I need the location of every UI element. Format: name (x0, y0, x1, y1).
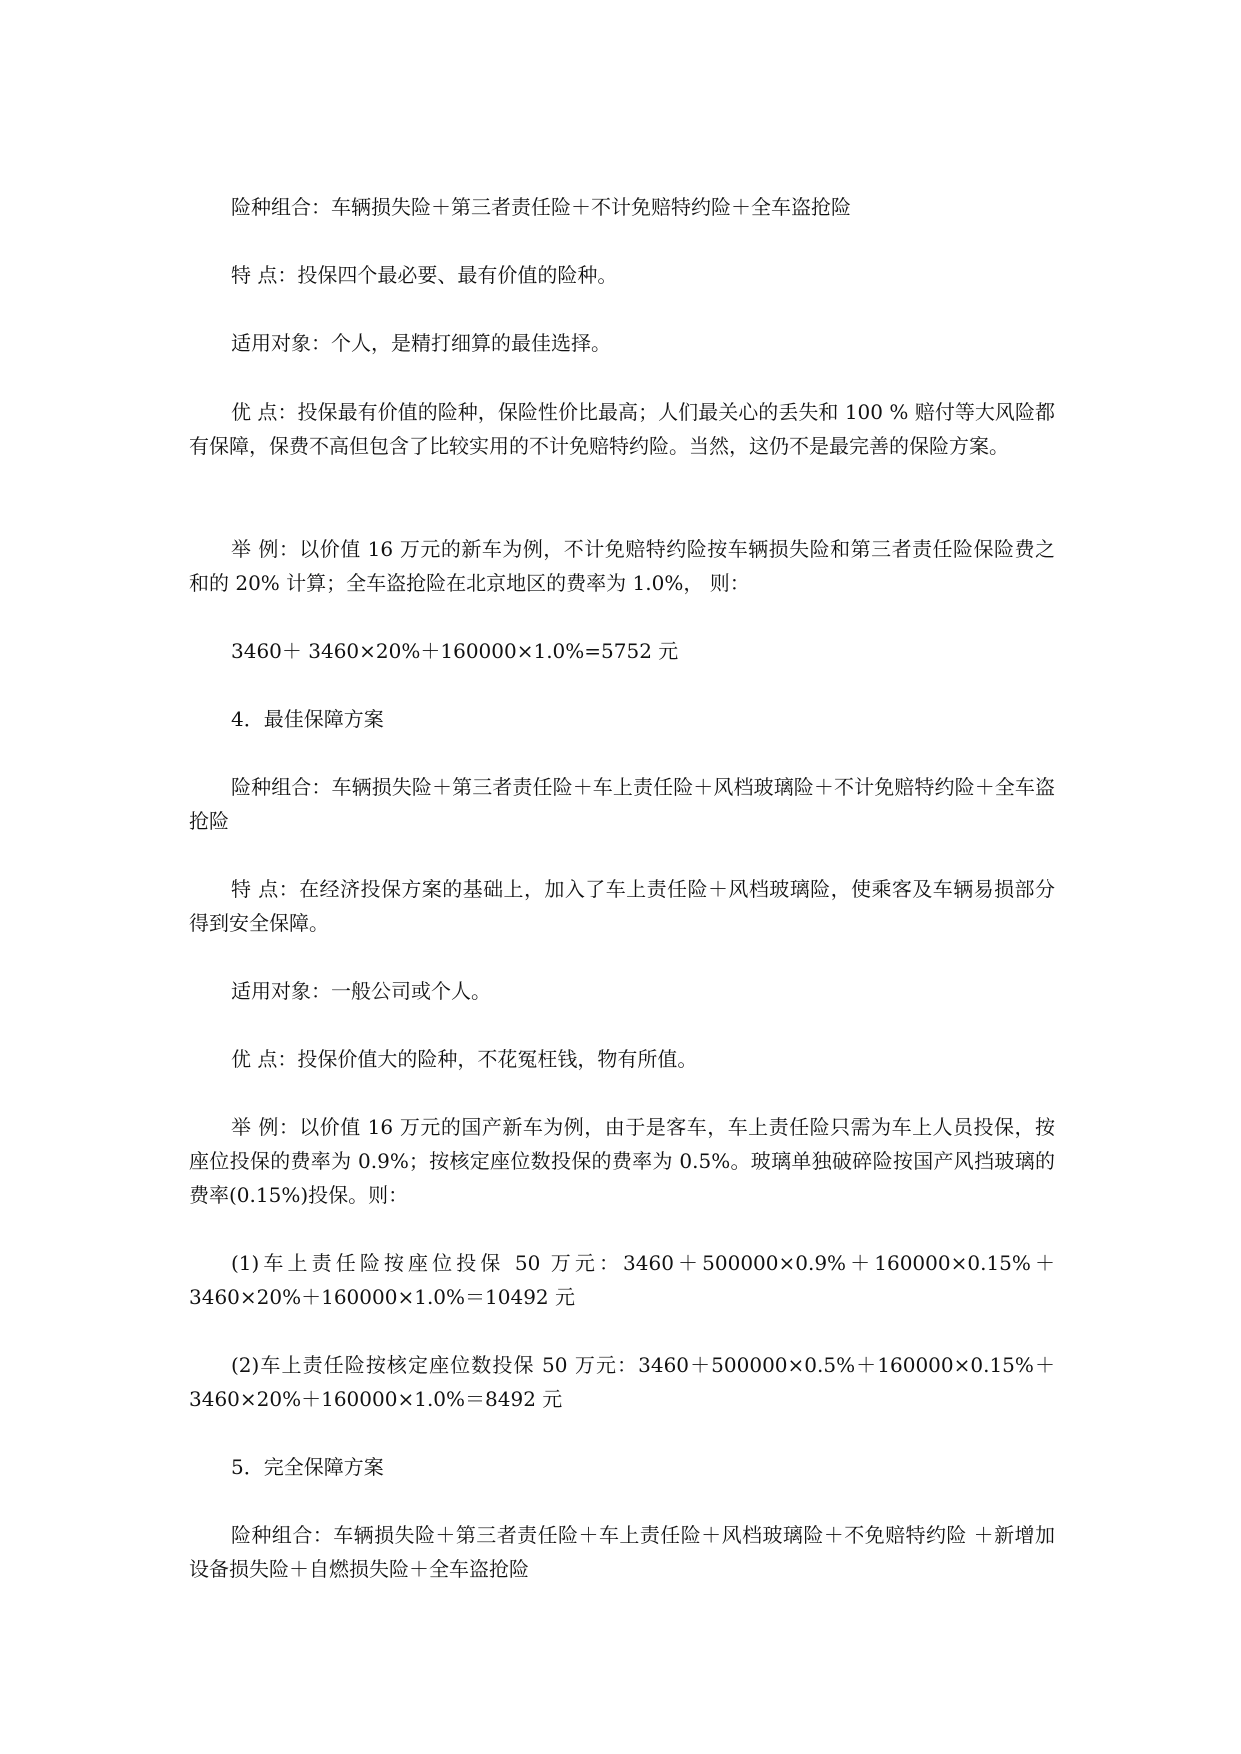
paragraph-example-best: 举 例：以价值 16 万元的国产新车为例，由于是客车，车上责任险只需为车上人员投保，按座位投保的费率为 0.9%；按核定座位数投保的费率为 0.5%。玻璃单独破碎险按国产风挡玻璃的费率(0.15%)投保。则： (189, 1115, 1055, 1207)
section-heading-complete: 5．完全保障方案 (231, 1455, 384, 1479)
paragraph-combination-complete: 险种组合：车辆损失险＋第三者责任险＋车上责任险＋风档玻璃险＋不免赔特约险 ＋新增加设备损失险＋自燃损失险＋全车盗抢险 (189, 1523, 1055, 1581)
paragraph-calculation-1: (1)车上责任险按座位投保 50 万元：3460＋500000×0.9%＋160000×0.15%＋3460×20%＋160000×1.0%＝10492 元 (189, 1251, 1055, 1309)
section-heading-best: 4．最佳保障方案 (231, 707, 384, 731)
paragraph-features-economy: 特 点：投保四个最必要、最有价值的险种。 (231, 263, 618, 287)
paragraph-advantages-economy: 优 点：投保最有价值的险种，保险性价比最高；人们最关心的丢失和 100 % 赔付等大风险都有保障，保费不高但包含了比较实用的不计免赔特约险。当然，这仍不是最完善的保险方案。 (189, 400, 1055, 458)
paragraph-target-economy: 适用对象：个人，是精打细算的最佳选择。 (231, 331, 611, 355)
paragraph-calculation-economy: 3460＋ 3460×20%＋160000×1.0%=5752 元 (231, 639, 679, 663)
paragraph-target-best: 适用对象：一般公司或个人。 (231, 979, 491, 1003)
paragraph-combination-best: 险种组合：车辆损失险＋第三者责任险＋车上责任险＋风档玻璃险＋不计免赔特约险＋全车盗抢险 (189, 775, 1055, 833)
paragraph-combination-economy: 险种组合：车辆损失险＋第三者责任险＋不计免赔特约险＋全车盗抢险 (231, 195, 851, 219)
paragraph-advantages-best: 优 点：投保价值大的险种，不花冤枉钱，物有所值。 (231, 1047, 698, 1071)
paragraph-example-economy: 举 例：以价值 16 万元的新车为例，不计免赔特约险按车辆损失险和第三者责任险保险费之和的 20% 计算；全车盗抢险在北京地区的费率为 1.0%， 则： (189, 537, 1055, 595)
paragraph-calculation-2: (2)车上责任险按核定座位数投保 50 万元：3460＋500000×0.5%＋160000×0.15%＋3460×20%＋160000×1.0%＝8492 元 (189, 1353, 1055, 1411)
paragraph-features-best: 特 点：在经济投保方案的基础上，加入了车上责任险＋风档玻璃险，使乘客及车辆易损部分得到安全保障。 (189, 877, 1055, 935)
